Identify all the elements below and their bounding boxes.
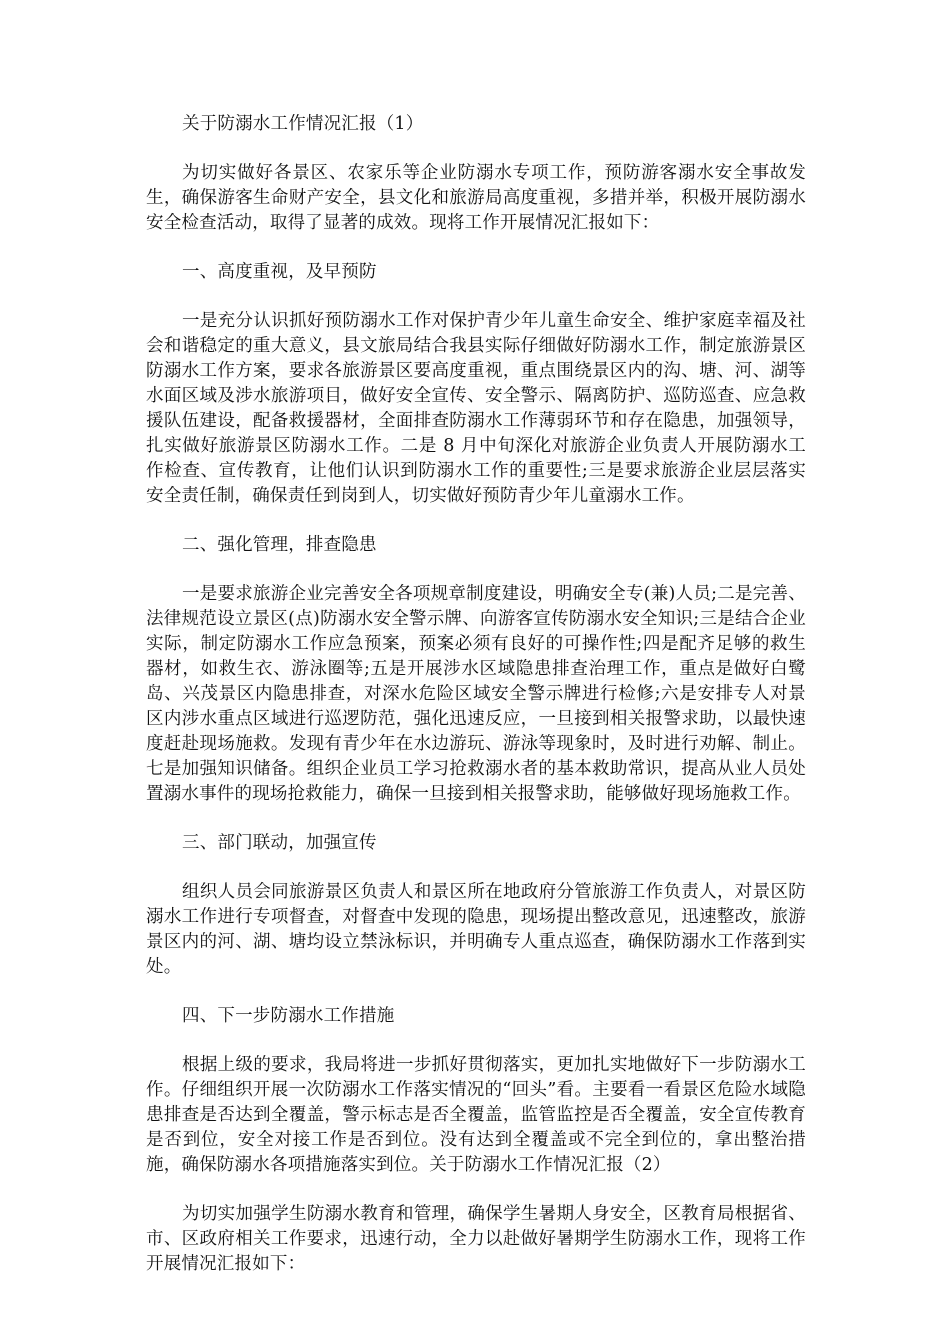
intro-paragraph: 为切实做好各景区、农家乐等企业防溺水专项工作，预防游客溺水安全事故发生，确保游客生命财产安全，县文化和旅游局高度重视，多措并举，积极开展防溺水安全检查活动，取得了显著的成效。现将工作开展情况汇报如下： — [146, 163, 806, 233]
document-body — [146, 112, 806, 1301]
section-4-heading: 四、下一步防溺水工作措施 — [182, 1006, 395, 1026]
report-2-intro-paragraph: 为切实加强学生防溺水教育和管理，确保学生暑期人身安全，区教育局根据省、市、区政府相关工作要求，迅速行动，全力以赴做好暑期学生防溺水工作，现将工作开展情况汇报如下： — [146, 1204, 806, 1274]
section-1-paragraph: 一是充分认识抓好预防溺水工作对保护青少年儿童生命安全、维护家庭幸福及社会和谐稳定的重大意义，县文旅局结合我县实际仔细做好防溺水工作，制定旅游景区防溺水工作方案，要求各旅游景区要高度重视，重点围绕景区内的沟、塘、河、湖等水面区域及涉水旅游项目，做好安全宣传、安全警示、隔离防护、巡防巡查、应急救援队伍建设，配备救援器材，全面排查防溺水工作薄弱环节和存在隐患，加强领导，扎实做好旅游景区防溺水工作。二是 8 月中旬深化对旅游企业负责人开展防溺水工作检查、宣传教育，让他们认识到防溺水工作的重要性;三是要求旅游企业层层落实安全责任制，确保责任到岗到人，切实做好预防青少年儿童溺水工作。 — [146, 311, 806, 506]
document-title: 关于防溺水工作情况汇报（1） — [182, 114, 424, 134]
section-2-heading: 二、强化管理，排查隐患 — [182, 535, 377, 555]
section-3-heading: 三、部门联动，加强宣传 — [182, 833, 377, 853]
section-1-heading: 一、高度重视，及早预防 — [182, 262, 377, 282]
section-3-paragraph: 组织人员会同旅游景区负责人和景区所在地政府分管旅游工作负责人，对景区防溺水工作进行专项督查，对督查中发现的隐患，现场提出整改意见，迅速整改，旅游景区内的河、湖、塘均设立禁泳标识，并明确专人重点巡查，确保防溺水工作落到实处。 — [146, 882, 806, 977]
section-4-paragraph: 根据上级的要求，我局将进一步抓好贯彻落实，更加扎实地做好下一步防溺水工作。仔细组织开展一次防溺水工作落实情况的“回头”看。主要看一看景区危险水域隐患排查是否达到全覆盖，警示标志是否全覆盖，监管监控是否全覆盖，安全宣传教育是否到位，安全对接工作是否到位。没有达到全覆盖或不完全到位的，拿出整治措施，确保防溺水各项措施落实到位。关于防溺水工作情况汇报（2） — [146, 1055, 806, 1175]
section-2-paragraph: 一是要求旅游企业完善安全各项规章制度建设，明确安全专(兼)人员;二是完善、法律规范设立景区(点)防溺水安全警示牌、向游客宣传防溺水安全知识;三是结合企业实际，制定防溺水工作应急预案，预案必须有良好的可操作性;四是配齐足够的救生器材，如救生衣、游泳圈等;五是开展涉水区域隐患排查治理工作，重点是做好白鹭岛、兴茂景区内隐患排查，对深水危险区域安全警示牌进行检修;六是安排专人对景区内涉水重点区域进行巡逻防范，强化迅速反应，一旦接到相关报警求助，以最快速度赶赴现场施救。发现有青少年在水边游玩、游泳等现象时，及时进行劝解、制止。七是加强知识储备。组织企业员工学习抢救溺水者的基本救助常识，提高从业人员处置溺水事件的现场抢救能力，确保一旦接到相关报警求助，能够做好现场施救工作。 — [146, 584, 806, 804]
